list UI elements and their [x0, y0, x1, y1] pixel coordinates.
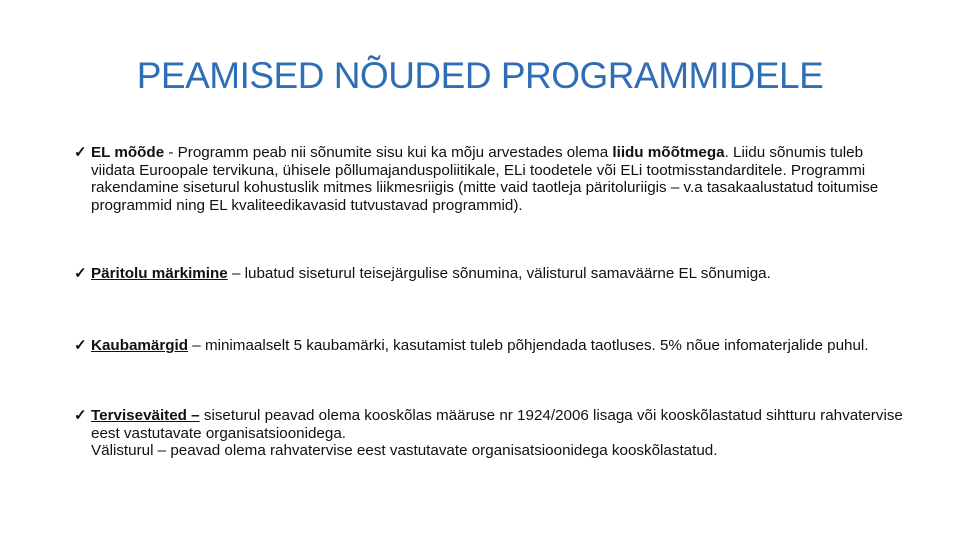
bullet-lead: Terviseväited –	[91, 407, 200, 424]
bullet-text	[91, 337, 904, 355]
bullet-lead: EL mõõde	[91, 144, 165, 161]
bullet-separator: -	[164, 144, 178, 161]
bullet-sub-line: Välisturul – peavad olema rahvatervise eest vastutavate organisatsioonidega kooskõlastatud.	[91, 442, 718, 459]
bullet-body: Programm peab nii sõnumite sisu kui ka mõju arvestades olema	[177, 144, 613, 161]
bullet-body-continued: . Liidu sõnumis tuleb viidata Euroopale tervikuna, ühisele põllumajanduspoliitikale, ELi toodetele või ELi tootmisstandarditele. Programmi rakendamine siseturul kohustuslik mitmes liikmesriigis (mitte vaid taotleja päritoluriigis – v.a tasakaalustatud toitumise programmid ning EL kvaliteedikavasid tutvustavad programmid).	[91, 144, 879, 214]
bullet-emphasis: liidu mõõtmega	[612, 144, 725, 161]
bullet-item-eu-dimension	[74, 144, 904, 214]
checkmark-icon: ✓	[74, 265, 87, 282]
bullet-text	[91, 144, 904, 214]
bullet-item-health-claims	[74, 407, 904, 460]
bullet-lead: Kaubamärgid	[91, 337, 189, 354]
checkmark-icon: ✓	[74, 337, 87, 354]
bullet-item-origin-labelling	[74, 265, 904, 283]
bullet-text	[91, 265, 904, 283]
bullet-item-trademarks	[74, 337, 904, 355]
bullet-body: – lubatud siseturul teisejärgulise sõnumina, välisturul samaväärne EL sõnumiga.	[227, 265, 771, 282]
bullet-body: – minimaalselt 5 kaubamärki, kasutamist tuleb põhjendada taotluses. 5% nõue infomaterjalide puhul.	[188, 337, 869, 354]
checkmark-icon: ✓	[74, 407, 87, 424]
checkmark-icon: ✓	[74, 144, 87, 161]
bullet-body: siseturul peavad olema kooskõlas määruse nr 1924/2006 lisaga või kooskõlastatud sihtturu rahvatervise eest vastutavate organisatsioonidega.	[91, 407, 903, 442]
bullet-text	[91, 407, 904, 442]
bullet-lead: Päritolu märkimine	[91, 265, 228, 282]
slide-title: PEAMISED NÕUDED PROGRAMMIDELE	[136, 55, 824, 96]
